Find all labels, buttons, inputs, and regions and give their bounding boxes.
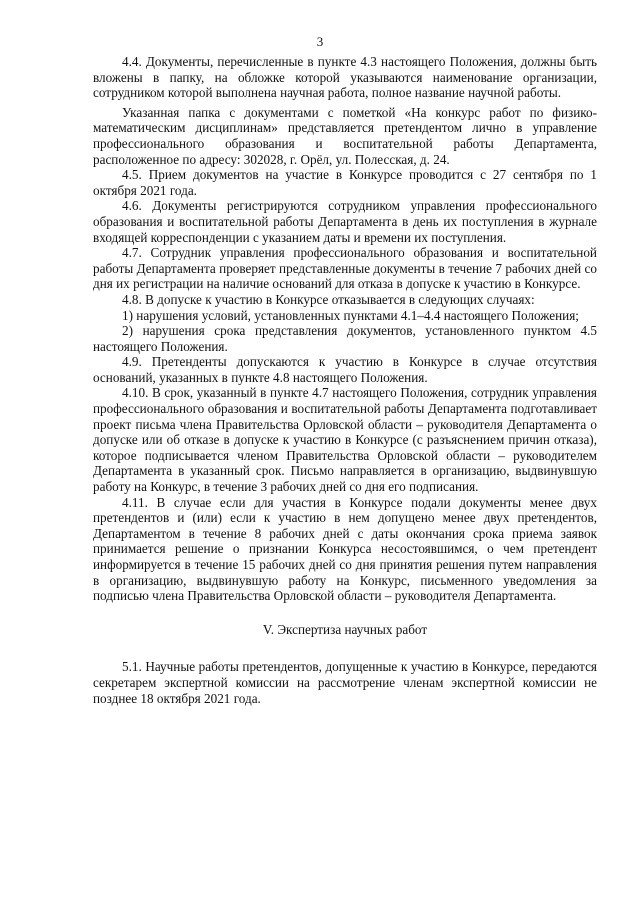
- paragraph-4-6: 4.6. Документы регистрируются сотрудником управления профессионального образования и воспитательной работы Департамента в день их поступления в журнале входящей корреспонденции с указанием даты и времени их поступления.: [93, 198, 597, 245]
- paragraph-4-9: 4.9. Претенденты допускаются к участию в Конкурсе в случае отсутствия оснований, указанных в пункте 4.8 настоящего Положения.: [93, 354, 597, 385]
- paragraph-folder-note: Указанная папка с документами с пометкой «На конкурс работ по физико-математическим дисциплинам» представляется претендентом лично в управление профессионального образования и воспитательной работы Департамента, расположенное по адресу: 302028, г. Орёл, ул. Полесская, д. 24.: [93, 104, 597, 167]
- paragraph-4-4: 4.4. Документы, перечисленные в пункте 4.3 настоящего Положения, должны быть вложены в папку, на обложке которой указываются наименование организации, сотрудником которой выполнена научная работа, полное название научной работы.: [93, 54, 597, 101]
- section-gap: [93, 637, 597, 659]
- paragraph-5-1: 5.1. Научные работы претендентов, допущенные к участию в Конкурсе, передаются секретарем экспертной комиссии на рассмотрение членам экспертной комиссии не позднее 18 октября 2021 года.: [93, 659, 597, 706]
- paragraph-4-7: 4.7. Сотрудник управления профессионального образования и воспитательной работы Департамента проверяет представленные документы в течение 7 рабочих дней со дня их регистрации на наличие оснований для отказа в допуске к участию в Конкурсе.: [93, 245, 597, 292]
- document-body: [93, 54, 597, 706]
- paragraph-4-10: 4.10. В срок, указанный в пункте 4.7 настоящего Положения, сотрудник управления профессионального образования и воспитательной работы Департамента подготавливает проект письма члена Правительства Орловской области – руководителя Департамента о допуске или об отказе в допуске к участию в Конкурсе (с разъяснением причин отказа), которое подписывается членом Правительства Орловской области – руководителем Департамента в указанный срок. Письмо направляется в организацию, выдвинувшую работу на Конкурс, в течение 3 рабочих дней со дня его подписания.: [93, 385, 597, 495]
- paragraph-4-8-item-2: 2) нарушения срока представления документов, установленного пунктом 4.5 настоящего Положения.: [93, 323, 597, 354]
- paragraph-4-8-item-1: 1) нарушения условий, установленных пунктами 4.1–4.4 настоящего Положения;: [122, 307, 579, 323]
- paragraph-4-11: 4.11. В случае если для участия в Конкурсе подали документы менее двух претендентов и (или) если к участию в нем допущено менее двух претендентов, Департаментом в течение 8 рабочих дней с даты окончания срока приема заявок принимается решение о признании Конкурса несостоявшимся, о чем претендент информируется в течение 15 рабочих дней со дня принятия решения путем направления в организацию, выдвинувшую работу на Конкурс, письменного уведомления за подписью члена Правительства Орловской области – руководителя Департамента.: [93, 494, 597, 604]
- section-heading: V. Экспертиза научных работ: [262, 621, 428, 637]
- paragraph-4-5: 4.5. Прием документов на участие в Конкурсе проводится с 27 сентября по 1 октября 2021 года.: [93, 167, 597, 198]
- paragraph-4-8: 4.8. В допуске к участию в Конкурсе отказывается в следующих случаях:: [122, 291, 535, 307]
- page-number: 3: [316, 34, 324, 49]
- section-gap: [93, 604, 597, 622]
